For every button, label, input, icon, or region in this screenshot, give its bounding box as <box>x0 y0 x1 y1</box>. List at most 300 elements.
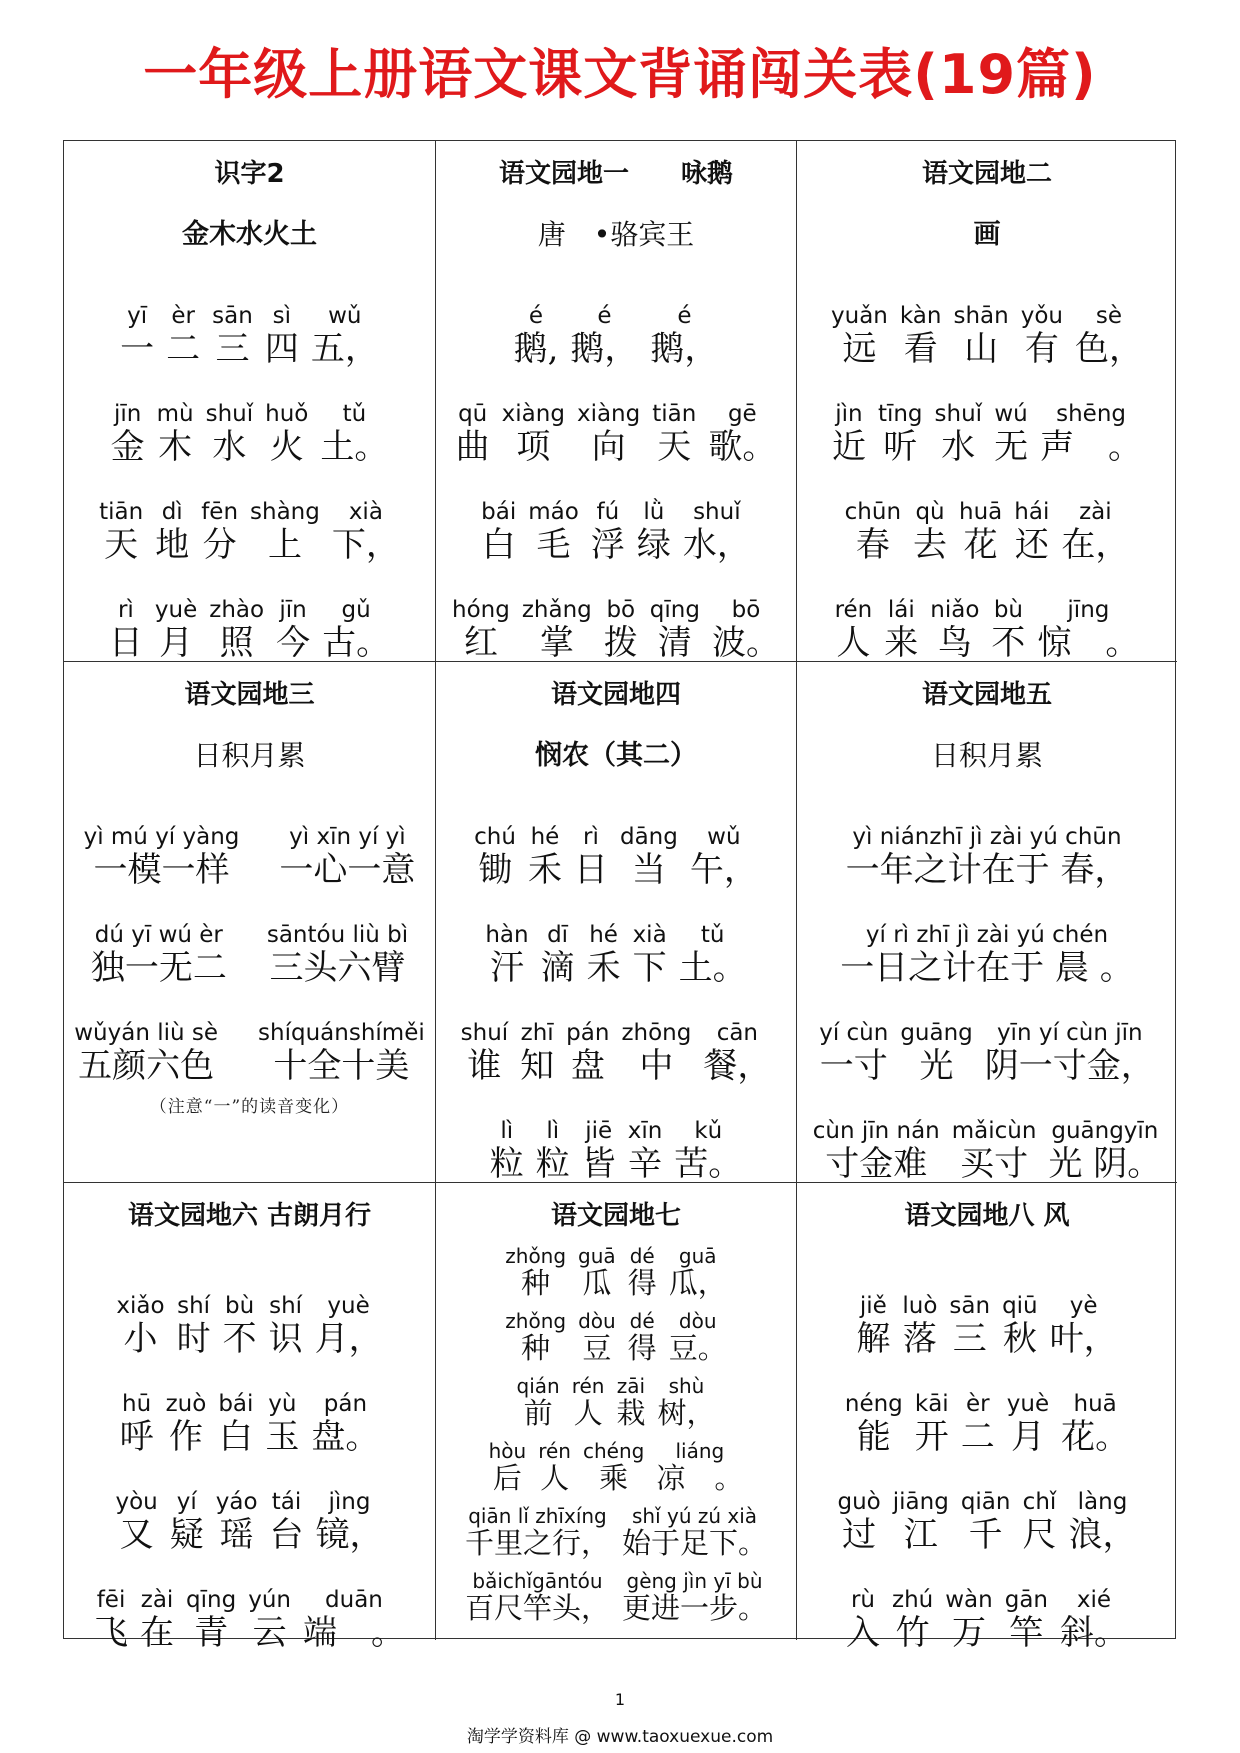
pinyin: shíquánshíměi <box>258 1020 425 1046</box>
pinyin: gē <box>727 401 757 427</box>
hanzi: 叶， <box>1049 1319 1118 1359</box>
ruby-word <box>900 303 942 369</box>
pinyin: niǎo <box>930 597 980 623</box>
pinyin: chūn <box>844 499 902 525</box>
verse-line <box>797 369 1177 467</box>
hanzi: 波。 <box>711 623 780 663</box>
pinyin: cùn jīn nán <box>812 1118 940 1144</box>
verse-line <box>797 565 1177 663</box>
hanzi: 凉 。 <box>656 1461 744 1495</box>
pinyin: rì <box>583 824 599 850</box>
verse-line <box>64 988 435 1086</box>
hanzi: 作 <box>168 1417 203 1457</box>
ruby-word <box>591 499 625 565</box>
hanzi: 毛 <box>536 525 571 565</box>
ruby-word <box>311 303 379 369</box>
pinyin: yù <box>268 1391 297 1417</box>
pinyin: liáng <box>675 1439 725 1463</box>
cell-yuwen-yuandi-3 <box>64 662 436 1183</box>
pinyin: jìn <box>835 401 863 427</box>
verse-line <box>436 1430 796 1495</box>
hanzi: 清 <box>657 623 692 663</box>
hanzi: 落 <box>902 1319 937 1359</box>
ruby-word <box>961 1489 1011 1555</box>
ruby-word <box>155 499 189 565</box>
pinyin: yuè <box>154 597 198 623</box>
ruby-word <box>115 1489 157 1555</box>
ruby-word <box>690 824 758 890</box>
ruby-word <box>669 1310 727 1365</box>
pinyin: wǔ <box>707 824 741 850</box>
hanzi: 鹅， <box>650 329 719 369</box>
ruby-word <box>633 922 667 988</box>
verse-lines <box>64 271 435 663</box>
hanzi: 来 <box>884 623 919 663</box>
hanzi: 日 <box>108 623 143 663</box>
pinyin: qīng <box>649 597 700 623</box>
pinyin: jiē <box>585 1118 613 1144</box>
hanzi: 始于足下。 <box>622 1526 768 1560</box>
hanzi: 鹅， <box>570 329 639 369</box>
ruby-word <box>1021 303 1063 369</box>
pinyin: qiān lǐ zhīxíng <box>468 1504 607 1528</box>
ruby-word <box>223 1293 257 1359</box>
verse-lines <box>436 271 796 663</box>
ruby-word <box>140 1587 174 1653</box>
pinyin: shuí <box>460 1020 509 1046</box>
hanzi: 去 <box>913 525 948 565</box>
ruby-word <box>320 401 388 467</box>
ruby-word <box>265 401 308 467</box>
hanzi: 声 。 <box>1040 427 1143 467</box>
pinyin: yí rì zhī jì zài yú chén <box>865 922 1109 948</box>
ruby-word <box>303 1587 405 1653</box>
hanzi: 当 <box>631 850 666 890</box>
ruby-word <box>109 597 143 663</box>
hanzi: 独一无二 <box>90 948 227 988</box>
verse-lines <box>64 1261 435 1653</box>
hanzi: 月 <box>1010 1417 1045 1457</box>
ruby-word <box>840 922 1134 988</box>
ruby-word <box>206 401 254 467</box>
hanzi: 天 <box>657 427 692 467</box>
ruby-word <box>900 1020 972 1086</box>
ruby-word <box>838 1489 881 1555</box>
hanzi: 寸金难 <box>825 1144 928 1184</box>
pinyin: hòu <box>488 1439 527 1463</box>
hanzi: 瑶 <box>219 1515 254 1555</box>
hanzi: 人 <box>573 1396 603 1430</box>
pinyin: bái <box>481 499 517 525</box>
pinyin: bō <box>731 597 761 623</box>
hanzi: 秋 <box>1002 1319 1037 1359</box>
hanzi: 树， <box>657 1396 716 1430</box>
pinyin: rén <box>538 1439 571 1463</box>
ruby-word <box>528 499 579 565</box>
verse-line <box>797 1261 1177 1359</box>
verse-line <box>436 1365 796 1430</box>
ruby-word <box>566 1020 609 1086</box>
pinyin: dú yī wú èr <box>94 922 223 948</box>
hanzi: 光 阴。 <box>1048 1144 1162 1184</box>
hanzi: 一模一样 <box>93 850 230 890</box>
verse-line <box>436 565 796 663</box>
ruby-word <box>456 401 490 467</box>
hanzi: 江 <box>903 1515 938 1555</box>
ruby-word <box>465 1570 610 1625</box>
ruby-word <box>945 1587 992 1653</box>
ruby-word <box>74 1020 218 1086</box>
pinyin: zhú <box>892 1587 934 1613</box>
ruby-word <box>856 1293 890 1359</box>
hanzi: 近 <box>831 427 866 467</box>
pinyin: qián <box>516 1374 560 1398</box>
page-title: 一年级上册语文课文背诵闯关表(19篇) <box>143 43 1097 106</box>
hanzi: 无 <box>994 427 1029 467</box>
hanzi: 中 <box>639 1046 674 1086</box>
pinyin: xīn <box>627 1118 663 1144</box>
ruby-word <box>269 1293 303 1359</box>
pinyin: xié <box>1076 1587 1112 1613</box>
pinyin: zài <box>1079 499 1112 525</box>
hanzi: 下， <box>331 525 400 565</box>
verse-line <box>64 792 435 890</box>
ruby-word <box>452 597 510 663</box>
hanzi: 鸟 <box>937 623 972 663</box>
pinyin: kàn <box>899 303 942 329</box>
ruby-word <box>116 1293 164 1359</box>
pinyin: shuǐ <box>205 401 254 427</box>
pinyin: yì xīn yí yì <box>289 824 406 850</box>
pinyin: hé <box>530 824 560 850</box>
hanzi: 锄 <box>478 850 513 890</box>
ruby-word <box>1005 1587 1048 1653</box>
pinyin: yuè <box>327 1293 370 1319</box>
hanzi: 金 <box>110 427 145 467</box>
ruby-word <box>120 1391 154 1457</box>
verse-line <box>436 271 796 369</box>
verse-line <box>436 369 796 467</box>
hanzi: 玉 <box>265 1417 300 1457</box>
hanzi: 汗 <box>489 948 524 988</box>
pinyin: cān <box>716 1020 759 1046</box>
ruby-word <box>708 401 776 467</box>
cell-heading: 语文园地三 <box>184 680 315 710</box>
hanzi: 飞 <box>94 1613 129 1653</box>
hanzi: 不 <box>222 1319 257 1359</box>
pinyin: duān <box>325 1587 383 1613</box>
hanzi: 下 <box>632 948 667 988</box>
ruby-word <box>94 1587 128 1653</box>
pinyin: chú <box>474 824 516 850</box>
hanzi: 听 <box>883 427 918 467</box>
pinyin: yī <box>127 303 148 329</box>
ruby-word <box>279 824 415 890</box>
ruby-word <box>218 1391 253 1457</box>
pinyin: zuò <box>165 1391 207 1417</box>
pinyin: shàng <box>250 499 320 525</box>
hanzi: 种 <box>521 1266 551 1300</box>
hanzi: 瓜 <box>582 1266 612 1300</box>
verse-line <box>64 369 435 467</box>
pinyin: jīng <box>1067 597 1110 623</box>
pinyin: yuè <box>1006 1391 1050 1417</box>
hanzi: 尺 <box>1022 1515 1057 1555</box>
pinyin: huā <box>959 499 1003 525</box>
hanzi: 一 <box>120 329 155 369</box>
cell-yuwen-yuandi-1 <box>436 141 797 662</box>
pinyin: shù <box>668 1374 705 1398</box>
ruby-word <box>574 824 608 890</box>
hanzi: 上 <box>267 525 302 565</box>
verse-line <box>436 988 796 1086</box>
ruby-word <box>582 1118 616 1184</box>
pinyin: yáo <box>215 1489 258 1515</box>
pinyin: jiāng <box>892 1489 949 1515</box>
pinyin: zāi <box>616 1374 646 1398</box>
pinyin: sè <box>1095 303 1123 329</box>
pinyin: kāi <box>914 1391 949 1417</box>
ruby-word <box>953 303 1008 369</box>
ruby-word <box>577 401 640 467</box>
ruby-word <box>265 1391 299 1457</box>
pinyin: hū <box>122 1391 152 1417</box>
pinyin: shuǐ <box>934 401 983 427</box>
hanzi: 疑 <box>169 1515 204 1555</box>
cell-subtitle: 悯农（其二） <box>535 740 697 771</box>
pinyin: dé <box>629 1244 655 1268</box>
ruby-word <box>465 1505 610 1560</box>
ruby-word <box>991 597 1025 663</box>
cell-shizi-2 <box>64 141 436 662</box>
hanzi: 十全十美 <box>273 1046 410 1086</box>
cell-subtitle: 唐 •骆宾王 <box>537 218 695 251</box>
pinyin: jìng <box>328 1489 371 1515</box>
pinyin: zài <box>140 1587 174 1613</box>
ruby-word <box>517 1375 560 1430</box>
verse-lines <box>797 1261 1177 1653</box>
verse-line <box>436 1560 796 1625</box>
hanzi: 浮 <box>590 525 625 565</box>
hanzi: 皆 <box>581 1144 616 1184</box>
hanzi: 掌 <box>539 623 574 663</box>
hanzi: 土。 <box>320 427 389 467</box>
ruby-word <box>622 1505 767 1560</box>
hanzi: 云 <box>252 1613 287 1653</box>
hanzi: 苦。 <box>674 1144 743 1184</box>
pinyin: èr <box>965 1391 990 1417</box>
pinyin: é <box>597 303 612 329</box>
pinyin: dòu <box>678 1309 717 1333</box>
hanzi: 白 <box>481 525 516 565</box>
verse-line <box>64 1261 435 1359</box>
pinyin: lì <box>546 1118 560 1144</box>
hanzi: 能 <box>856 1417 891 1457</box>
hanzi: 日 <box>573 850 608 890</box>
pinyin: máo <box>528 499 579 525</box>
pinyin: mù <box>156 401 194 427</box>
ruby-word <box>1037 597 1139 663</box>
hanzi: 得 <box>627 1331 657 1365</box>
pinyin: xiàng <box>501 401 565 427</box>
pinyin: guā <box>678 1244 717 1268</box>
pinyin: shuǐ <box>693 499 741 525</box>
page-number: 1 <box>614 1690 626 1709</box>
pinyin: yí cùn <box>819 1020 889 1046</box>
cell-yuwen-yuandi-8 <box>797 1183 1177 1653</box>
hanzi: 火 <box>269 427 304 467</box>
pinyin: xià <box>348 499 383 525</box>
hanzi: 谁 <box>467 1046 502 1086</box>
cell-heading: 语文园地四 <box>550 680 681 710</box>
pinyin: tiān <box>99 499 144 525</box>
ruby-word <box>985 1020 1155 1086</box>
pinyin: fú <box>596 499 620 525</box>
ruby-word <box>878 401 923 467</box>
ruby-word <box>84 824 240 890</box>
pinyin: chéng <box>582 1439 645 1463</box>
hanzi: 地 <box>155 525 190 565</box>
cell-yuwen-yuandi-6 <box>64 1183 436 1653</box>
pinyin: wàn <box>945 1587 993 1613</box>
hanzi: 五颜六色 <box>78 1046 215 1086</box>
ruby-word <box>683 499 751 565</box>
pinyin: hái <box>1014 499 1050 525</box>
ruby-word <box>474 824 516 890</box>
ruby-word <box>621 1020 691 1086</box>
ruby-word <box>628 1118 663 1184</box>
ruby-word <box>1002 1293 1038 1359</box>
ruby-word <box>522 597 592 663</box>
ruby-word <box>212 303 253 369</box>
ruby-word <box>170 1489 204 1555</box>
pinyin: pán <box>566 1020 610 1046</box>
pinyin: rì <box>117 597 134 623</box>
ruby-word <box>91 922 227 988</box>
pinyin: néng <box>844 1391 903 1417</box>
verse-line <box>436 1495 796 1560</box>
ruby-word <box>952 1118 1037 1184</box>
ruby-word <box>650 597 700 663</box>
pinyin: jiě <box>859 1293 887 1319</box>
ruby-word <box>832 401 866 467</box>
hanzi: 粒 <box>535 1144 570 1184</box>
hanzi: 花 <box>963 525 998 565</box>
ruby-word <box>155 597 197 663</box>
hanzi: 一寸 <box>819 1046 888 1086</box>
ruby-word <box>315 1293 383 1359</box>
verse-line <box>64 271 435 369</box>
ruby-word <box>835 597 873 663</box>
ruby-word <box>884 597 918 663</box>
pinyin: yǒu <box>1020 303 1063 329</box>
cell-heading: 语文园地二 <box>921 159 1052 189</box>
pinyin: zhǒng <box>505 1244 567 1268</box>
hanzi: 万 <box>951 1613 986 1653</box>
hanzi: 鹅, <box>513 329 559 369</box>
ruby-word <box>935 401 983 467</box>
ruby-word <box>845 1391 903 1457</box>
ruby-word <box>541 922 575 988</box>
pinyin: hàn <box>485 922 529 948</box>
pinyin: bō <box>606 597 636 623</box>
hanzi: 阴一寸金， <box>984 1046 1155 1086</box>
cell-subtitle: 金木水火土 <box>182 219 317 250</box>
ruby-word <box>915 1391 949 1457</box>
hanzi: 盘 <box>570 1046 605 1086</box>
ruby-word <box>489 1440 527 1495</box>
pinyin: gèng jìn yī bù <box>626 1569 763 1593</box>
ruby-word <box>1040 401 1142 467</box>
ruby-word <box>1022 1489 1056 1555</box>
hanzi: 种 <box>521 1331 551 1365</box>
hanzi: 盘。 <box>311 1417 380 1457</box>
verse-lines <box>436 1235 796 1625</box>
pinyin: jīn <box>113 401 142 427</box>
hanzi: 曲 <box>455 427 490 467</box>
pinyin: yí <box>176 1489 197 1515</box>
ruby-word <box>186 1587 236 1653</box>
pinyin: zhào <box>209 597 265 623</box>
ruby-word <box>652 401 696 467</box>
cell-heading: 识字2 <box>214 159 285 189</box>
pinyin: zhōng <box>621 1020 692 1046</box>
pinyin: guāng <box>900 1020 973 1046</box>
ruby-word <box>892 1587 933 1653</box>
verse-line <box>64 565 435 663</box>
hanzi: 二 <box>960 1417 995 1457</box>
hanzi: 一年之计在于 春， <box>845 850 1129 890</box>
hanzi: 歌。 <box>708 427 777 467</box>
hanzi: 远 <box>842 329 877 369</box>
hanzi: 水 <box>212 427 247 467</box>
hanzi: 光 <box>919 1046 954 1086</box>
ruby-word <box>679 922 747 988</box>
pinyin: sān <box>212 303 253 329</box>
pinyin: qīng <box>186 1587 237 1613</box>
pinyin: é <box>528 303 544 329</box>
pinyin: èr <box>171 303 195 329</box>
pinyin: gān <box>1004 1587 1048 1613</box>
hanzi: 瓜， <box>668 1266 727 1300</box>
ruby-word <box>578 1310 616 1365</box>
ruby-word <box>1068 1489 1136 1555</box>
ruby-word <box>628 1310 657 1365</box>
hanzi: 三 <box>215 329 250 369</box>
pinyin: shí <box>269 1293 303 1319</box>
verse-lines <box>797 792 1177 1184</box>
pinyin: qù <box>915 499 945 525</box>
hanzi: 辛 <box>628 1144 662 1184</box>
footer-watermark: 淘学学资料库 @ www.taoxuexue.com <box>466 1727 774 1747</box>
hanzi: 向 <box>591 427 626 467</box>
pinyin: yè <box>1069 1293 1098 1319</box>
pinyin: kǔ <box>694 1118 723 1144</box>
verse-lines <box>436 792 796 1184</box>
pinyin: làng <box>1077 1489 1128 1515</box>
ruby-word <box>637 499 671 565</box>
verse-line <box>436 1086 796 1184</box>
hanzi: 千里之行， <box>464 1526 610 1560</box>
verse-line <box>797 1555 1177 1653</box>
hanzi: 青 <box>194 1613 229 1653</box>
hanzi: 土。 <box>678 948 747 988</box>
pinyin: zhī <box>520 1020 554 1046</box>
cell-heading: 语文园地八 风 <box>904 1201 1070 1231</box>
ruby-word <box>111 401 145 467</box>
ruby-word <box>846 1587 880 1653</box>
hanzi: 木 <box>158 427 193 467</box>
